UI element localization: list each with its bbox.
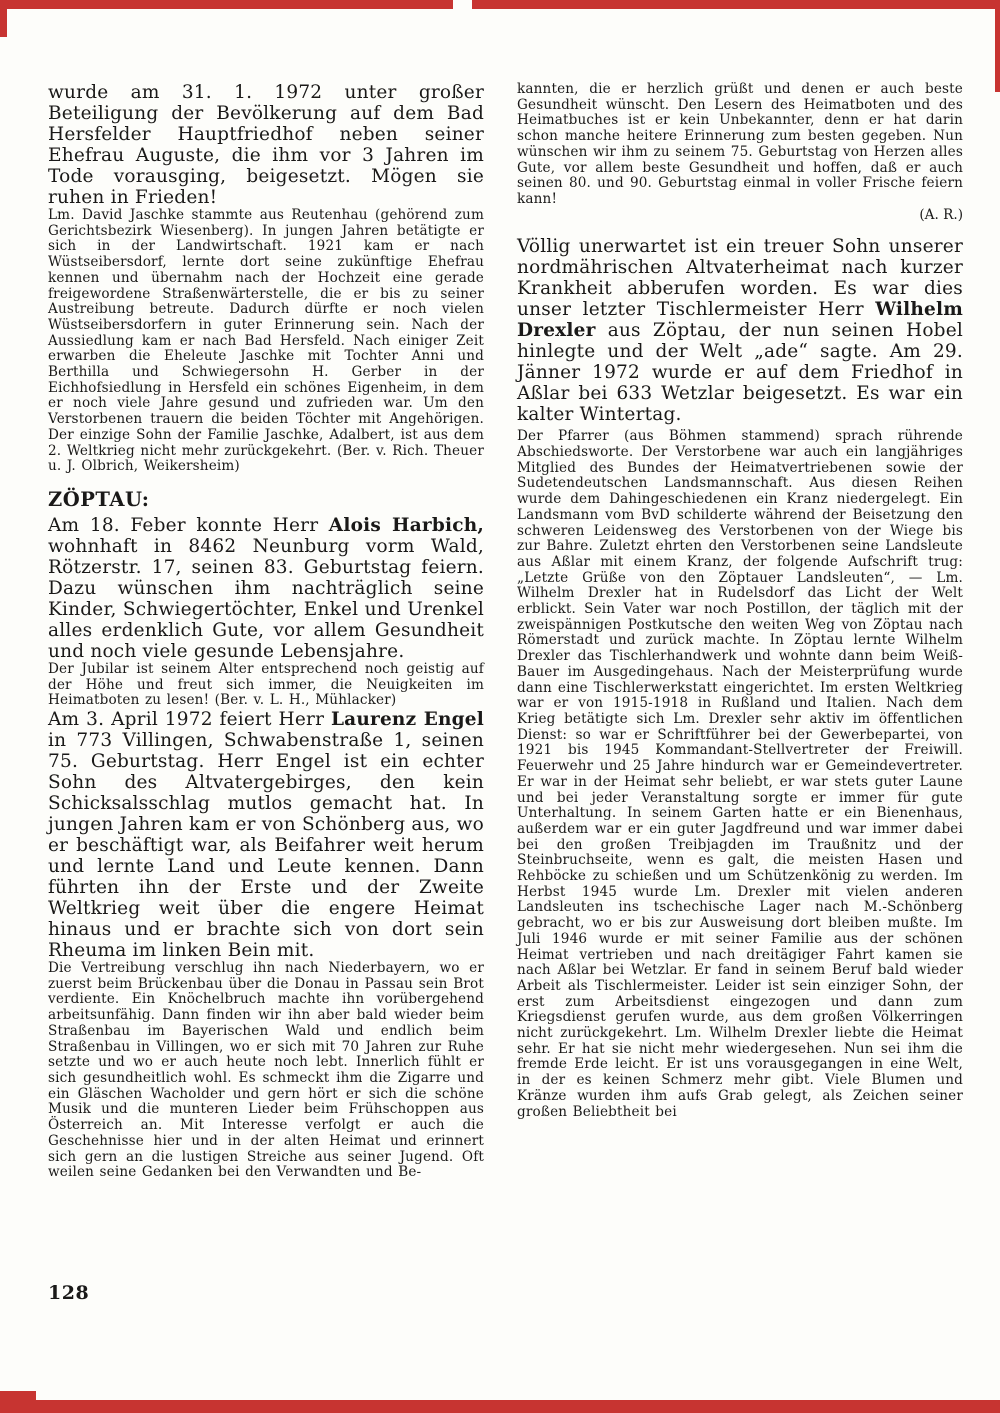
scan-edge-bottom: [0, 1400, 1000, 1413]
author-initials-signature: (A. R.): [919, 206, 963, 223]
scan-edge-bottom-corner: [0, 1391, 36, 1413]
engel-report-detail: Die Vertreibung verschlug ihn nach Niederbayern, wo er zuerst beim Brückenbau über die Donau in Passau sein Brot verdiente. Ein Knöchelbruch machte ihn vorübergehend arbeitsunfähig. Dann finden wir ihn aber bald wieder beim Straßenbau im Bayerischen Wald und endlich beim Straßenbau in Villingen, wo er sich mit 70 Jahren zur Ruhe setzte und wo er auch heute noch lebt. Innerlich fühlt er sich gesundheitlich wohl. Es schmeckt ihm die Zigarre und ein Gläschen Wacholder und gern hört er sich die schöne Musik und die munteren Lieder beim Frühschoppen aus Österreich an. Mit Interesse verfolgt er auch die Geschehnisse hier und in der alten Heimat und erinnert sich gern an die lustigen Streiche aus seiner Jugend. Oft weilen seine Gedanken bei den Verwandten und Be-: [48, 960, 484, 1181]
left-column: [48, 82, 484, 1181]
harbich-text-post: wohnhaft in 8462 Neunburg vorm Wald, Rötzerstr. 17, seinen 83. Geburtstag feiern. Dazu wünschen ihm nachträglich seine Kinder, Schwiegertöchter, Enkel und Urenkel alles erdenklich Gute, vor allem Gesundheit und noch viele gesunde Lebensjahre.: [48, 535, 484, 662]
obituary-drexler-life-report: Der Pfarrer (aus Böhmen stammend) sprach rührende Abschiedsworte. Der Verstorbene war auch ein langjähriges Mitglied des Bundes der Heimatvertriebenen sowie der Sudetendeutschen Landsmannschaft. Aus diesen Reihen wurde dem Dahingeschiedenen ein Kranz niedergelegt. Ein Landsmann vom BvD schilderte während der Beisetzung den schweren Leidensweg des Verstorbenen von der Wiege bis zur Bahre. Zuletzt ehrten den Verstorbenen seine Landsleute aus Aßlar mit einem Kranz, der folgende Aufschrift trug: „Letzte Grüße von den Zöptauer Landsleuten“, — Lm. Wilhelm Drexler hat in Rudelsdorf das Licht der Welt erblickt. Sein Vater war noch Postillon, der täglich mit der zweispännigen Postkutsche den weiten Weg von Zöptau nach Römerstadt und zurück machte. In Zöptau lernte Wilhelm Drexler das Tischlerhandwerk und wohnte dann beim Weiß-Bauer im Ausgedingehaus. Nach der Meisterprüfung wurde dann eine Tischlerwerkstatt eingerichtet. Im ersten Weltkrieg war er von 1915-1918 in Rußland und Italien. Nach dem Krieg betätigte sich Lm. Drexler sehr aktiv im öffentlichen Dienst: so war er Schriftführer bei der Gewerbepartei, von 1921 bis 1945 Kommandant-Stellvertreter der Freiwill. Feuerwehr und 25 Jahre hindurch war er Gemeindevertreter. Er war in der Heimat sehr beliebt, er war stets guter Laune und bei jeder Veranstaltung sorgte er immer für gute Unterhaltung. In seinem Garten hatte er ein Bienenhaus, außerdem war er ein guter Jagdfreund und war immer dabei bei den großen Treibjagden im Traußnitz und der Steinbruchseite, wenn es galt, die meisten Hasen und Rehböcke zu schießen und um Schützenkönig zu werden. Im Herbst 1945 wurde Lm. Drexler mit vielen anderen Landsleuten ins tschechische Lager nach M.-Schönberg gebracht, wo er bis zur Ausweisung dort bleiben mußte. Im Juli 1946 wurde er mit seiner Familie aus der schönen Heimat vertrieben und nach dreitägiger Fahrt kamen sie nach Aßlar bei Wetzlar. Er fand in seinem Beruf bald wieder Arbeit als Tischlermeister. Leider ist sein einziger Sohn, der erst zum Arbeitsdienst eingezogen und dann zum Kriegsdienst gerufen wurde, aus dem großen Völkerringen nicht zurückgekehrt. Lm. Wilhelm Drexler liebte die Heimat sehr. Er hat sie nicht mehr wiedergesehen. Nun sei ihm die fremde Erde leicht. Er ist uns vorausgegangen in eine Welt, in der es keinen Schmerz mehr gibt. Viele Blumen und Kränze wurden ihm aufs Grab gelegt, als Zeichen seiner großen Beliebtheit bei: [517, 428, 963, 1120]
drexler-text-post: aus Zöptau, der nun seinen Hobel hinlegte und der Welt „ade“ sagte. Am 29. Jänner 1972 wurde er auf dem Friedhof in Aßlar bei 633 Wetzlar beigesetzt. Es war ein kalter Wintertag.: [517, 320, 963, 426]
birthday-notice-harbich: [48, 515, 484, 662]
harbich-report-note: Der Jubilar ist seinem Alter entsprechend noch geistig auf der Höhe und freut sich immer, die Neuigkeiten im Heimatboten zu lesen! (Ber. v. L. H., Mühlacker): [48, 660, 484, 709]
scan-edge-top-right-segment: [472, 0, 1000, 9]
engel-text-pre: Am 3. April 1972 feiert Herr: [48, 709, 331, 731]
obituary-jaschke-report: Lm. David Jaschke stammte aus Reutenhau (gehörend zum Gerichtsbezirk Wiesenberg). In jungen Jahren betätigte er sich in der Landwirtschaft. 1921 kam er nach Wüstseibersdorf, lernte dort seine zukünftige Ehefrau kennen und übernahm nach der Hochzeit eine gerade freigewordene Straßenwärterstelle, die er bis zu seiner Austreibung betreute. Dadurch dürfte er noch vielen Wüstseibersdorfern in guter Erinnerung sein. Nach der Aussiedlung kam er nach Bad Hersfeld. Nach einiger Zeit erwarben die Eheleute Jaschke mit Tochter Anni und Berthilla und Schwiegersohn H. Gerber in der Eichhofsiedlung in Hersfeld ein schönes Eigenheim, in dem er noch viele Jahre gesund und zufrieden war. Um den Verstorbenen trauern die beiden Töchter mit Angehörigen. Der einzige Sohn der Familie Jaschke, Adalbert, ist aus dem 2. Weltkrieg nicht mehr zurückgekehrt. (Ber. v. Rich. Theuer u. J. Olbrich, Weikersheim): [48, 207, 484, 475]
obituary-drexler-intro: [517, 236, 963, 425]
drexler-text-pre: Völlig unerwartet ist ein treuer Sohn unserer nordmährischen Altvaterheimat nach kurzer Krankheit abberufen worden. Es war dies unser letzter Tischlermeister Herr: [517, 236, 963, 321]
scan-edge-left: [0, 0, 7, 37]
scan-edge-right: [995, 0, 1000, 92]
harbich-name-bold: Alois Harbich,: [328, 514, 484, 536]
page-number: 128: [48, 1282, 90, 1304]
engel-text-post: in 773 Villingen, Schwabenstraße 1, seinen 75. Geburtstag. Herr Engel ist ein echter Sohn des Altvatergebirges, den kein Schicksalsschlag mutlos gemacht hat. In jungen Jahren kam er von Schönberg aus, wo er beschäftigt war, als Beifahrer weit herum und lernte Land und Leute kennen. Dann führten ihn der Erste und der Zweite Weltkrieg weit über die engere Heimat hinaus und er brachte sich von dort sein Rheuma im linken Bein mit.: [48, 730, 484, 962]
obituary-jaschke-closing: wurde am 31. 1. 1972 unter großer Beteiligung der Bevölkerung auf dem Bad Hersfelder Hauptfriedhof neben seiner Ehefrau Auguste, die ihm vor 3 Jahren im Tode vorausging, beigesetzt. Mögen sie ruhen in Frieden!: [48, 82, 484, 208]
engel-report-continuation: kannten, die er herzlich grüßt und denen er auch beste Gesundheit wünscht. Den Lesern des Heimatboten und des Heimatbuches ist er kein Unbekannter, denn er hat darin schon manche heitere Erinnerung zum besten gegeben. Nun wünschen wir ihm zu seinem 75. Geburtstag von Herzen alles Gute, vor allem beste Gesundheit und hoffen, daß er auch seinen 80. und 90. Geburtstag einmal in voller Frische feiern kann!: [517, 81, 963, 207]
section-heading-zoptau: ZÖPTAU:: [48, 487, 150, 511]
right-column: [517, 82, 963, 1181]
scan-edge-top-left-segment: [0, 0, 453, 9]
drexler-name-bold: Wilhelm Drexler: [517, 299, 963, 342]
two-column-text-area: [48, 82, 963, 1181]
birthday-notice-engel: [48, 709, 484, 961]
harbich-text-pre: Am 18. Feber konnte Herr: [48, 514, 329, 536]
engel-name-bold: Laurenz Engel: [330, 709, 484, 731]
